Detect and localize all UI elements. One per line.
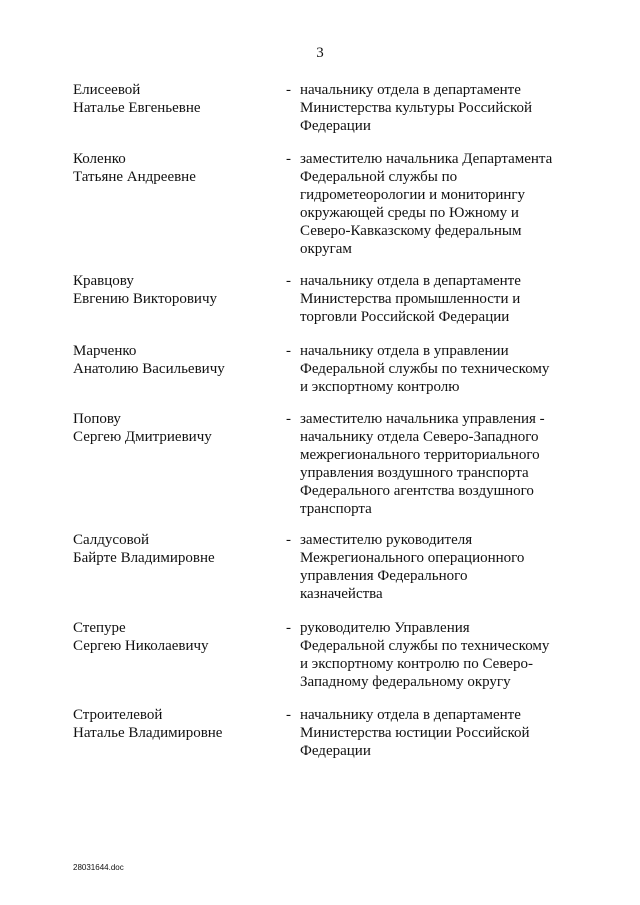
person-given-names: Евгению Викторовичу [73,291,218,307]
person-surname: Марченко [73,343,137,359]
position-description [300,150,570,258]
position-line: округам [300,241,352,257]
position-line: Федеральной службы по техническому [300,638,550,654]
position-line: Федерации [300,743,371,759]
position-line: и экспортному контролю по Северо- [300,656,533,672]
position-line: межрегионального территориального [300,447,540,463]
position-line: Министерства культуры Российской [300,100,533,116]
position-line: окружающей среды по Южному и [300,205,519,221]
person-surname: Елисеевой [73,82,141,98]
person-given-names: Наталье Владимировне [73,725,223,741]
position-line: начальнику отдела в департаменте [300,273,521,289]
position-line: Северо-Кавказскому федеральным [300,223,522,239]
person-surname: Салдусовой [73,532,150,548]
person-name [73,150,273,186]
position-line: начальнику отдела в департаменте [300,82,521,98]
position-line: транспорта [300,501,372,517]
person-given-names: Анатолию Васильевичу [73,361,225,377]
footer-filename: 28031644.doc [73,863,124,872]
position-line: Федерации [300,118,371,134]
person-given-names: Байрте Владимировне [73,550,215,566]
person-surname: Коленко [73,151,126,167]
position-line: и экспортному контролю [300,379,460,395]
position-line: Министерства юстиции Российской [300,725,530,741]
position-line: начальнику отдела в департаменте [300,707,521,723]
separator-dash: - [286,707,291,723]
position-line: заместителю начальника управления - [300,411,545,427]
position-description [300,342,570,396]
position-description [300,272,570,326]
position-description [300,706,570,760]
person-name [73,706,273,742]
position-line: торговли Российской Федерации [300,309,510,325]
person-surname: Попову [73,411,121,427]
separator-dash: - [286,273,291,289]
position-line: начальнику отдела Северо-Западного [300,429,539,445]
person-surname: Степуре [73,620,126,636]
person-name [73,272,273,308]
person-given-names: Татьяне Андреевне [73,169,196,185]
page-number: 3 [316,45,324,61]
position-line: заместителю начальника Департамента [300,151,553,167]
position-description [300,81,570,135]
separator-dash: - [286,343,291,359]
position-line: казначейства [300,586,383,602]
position-line: управления воздушного транспорта [300,465,529,481]
separator-dash: - [286,411,291,427]
position-description [300,531,570,603]
position-line: начальнику отдела в управлении [300,343,509,359]
person-name [73,619,273,655]
separator-dash: - [286,82,291,98]
separator-dash: - [286,151,291,167]
position-line: заместителю руководителя [300,532,473,548]
separator-dash: - [286,532,291,548]
person-name [73,410,273,446]
separator-dash: - [286,620,291,636]
person-surname: Кравцову [73,273,134,289]
position-line: Федеральной службы по [300,169,458,185]
position-line: управления Федерального [300,568,468,584]
position-line: руководителю Управления [300,620,470,636]
person-surname: Строителевой [73,707,163,723]
position-line: гидрометеорологии и мониторингу [300,187,526,203]
person-given-names: Наталье Евгеньевне [73,100,201,116]
position-description [300,619,570,691]
person-name [73,81,273,117]
position-description [300,410,570,518]
person-given-names: Сергею Дмитриевичу [73,429,212,445]
position-line: Западному федеральному округу [300,674,511,690]
person-given-names: Сергею Николаевичу [73,638,209,654]
person-name [73,531,273,567]
position-line: Федеральной службы по техническому [300,361,550,377]
person-name [73,342,273,378]
position-line: Федерального агентства воздушного [300,483,534,499]
position-line: Межрегионального операционного [300,550,525,566]
position-line: Министерства промышленности и [300,291,521,307]
